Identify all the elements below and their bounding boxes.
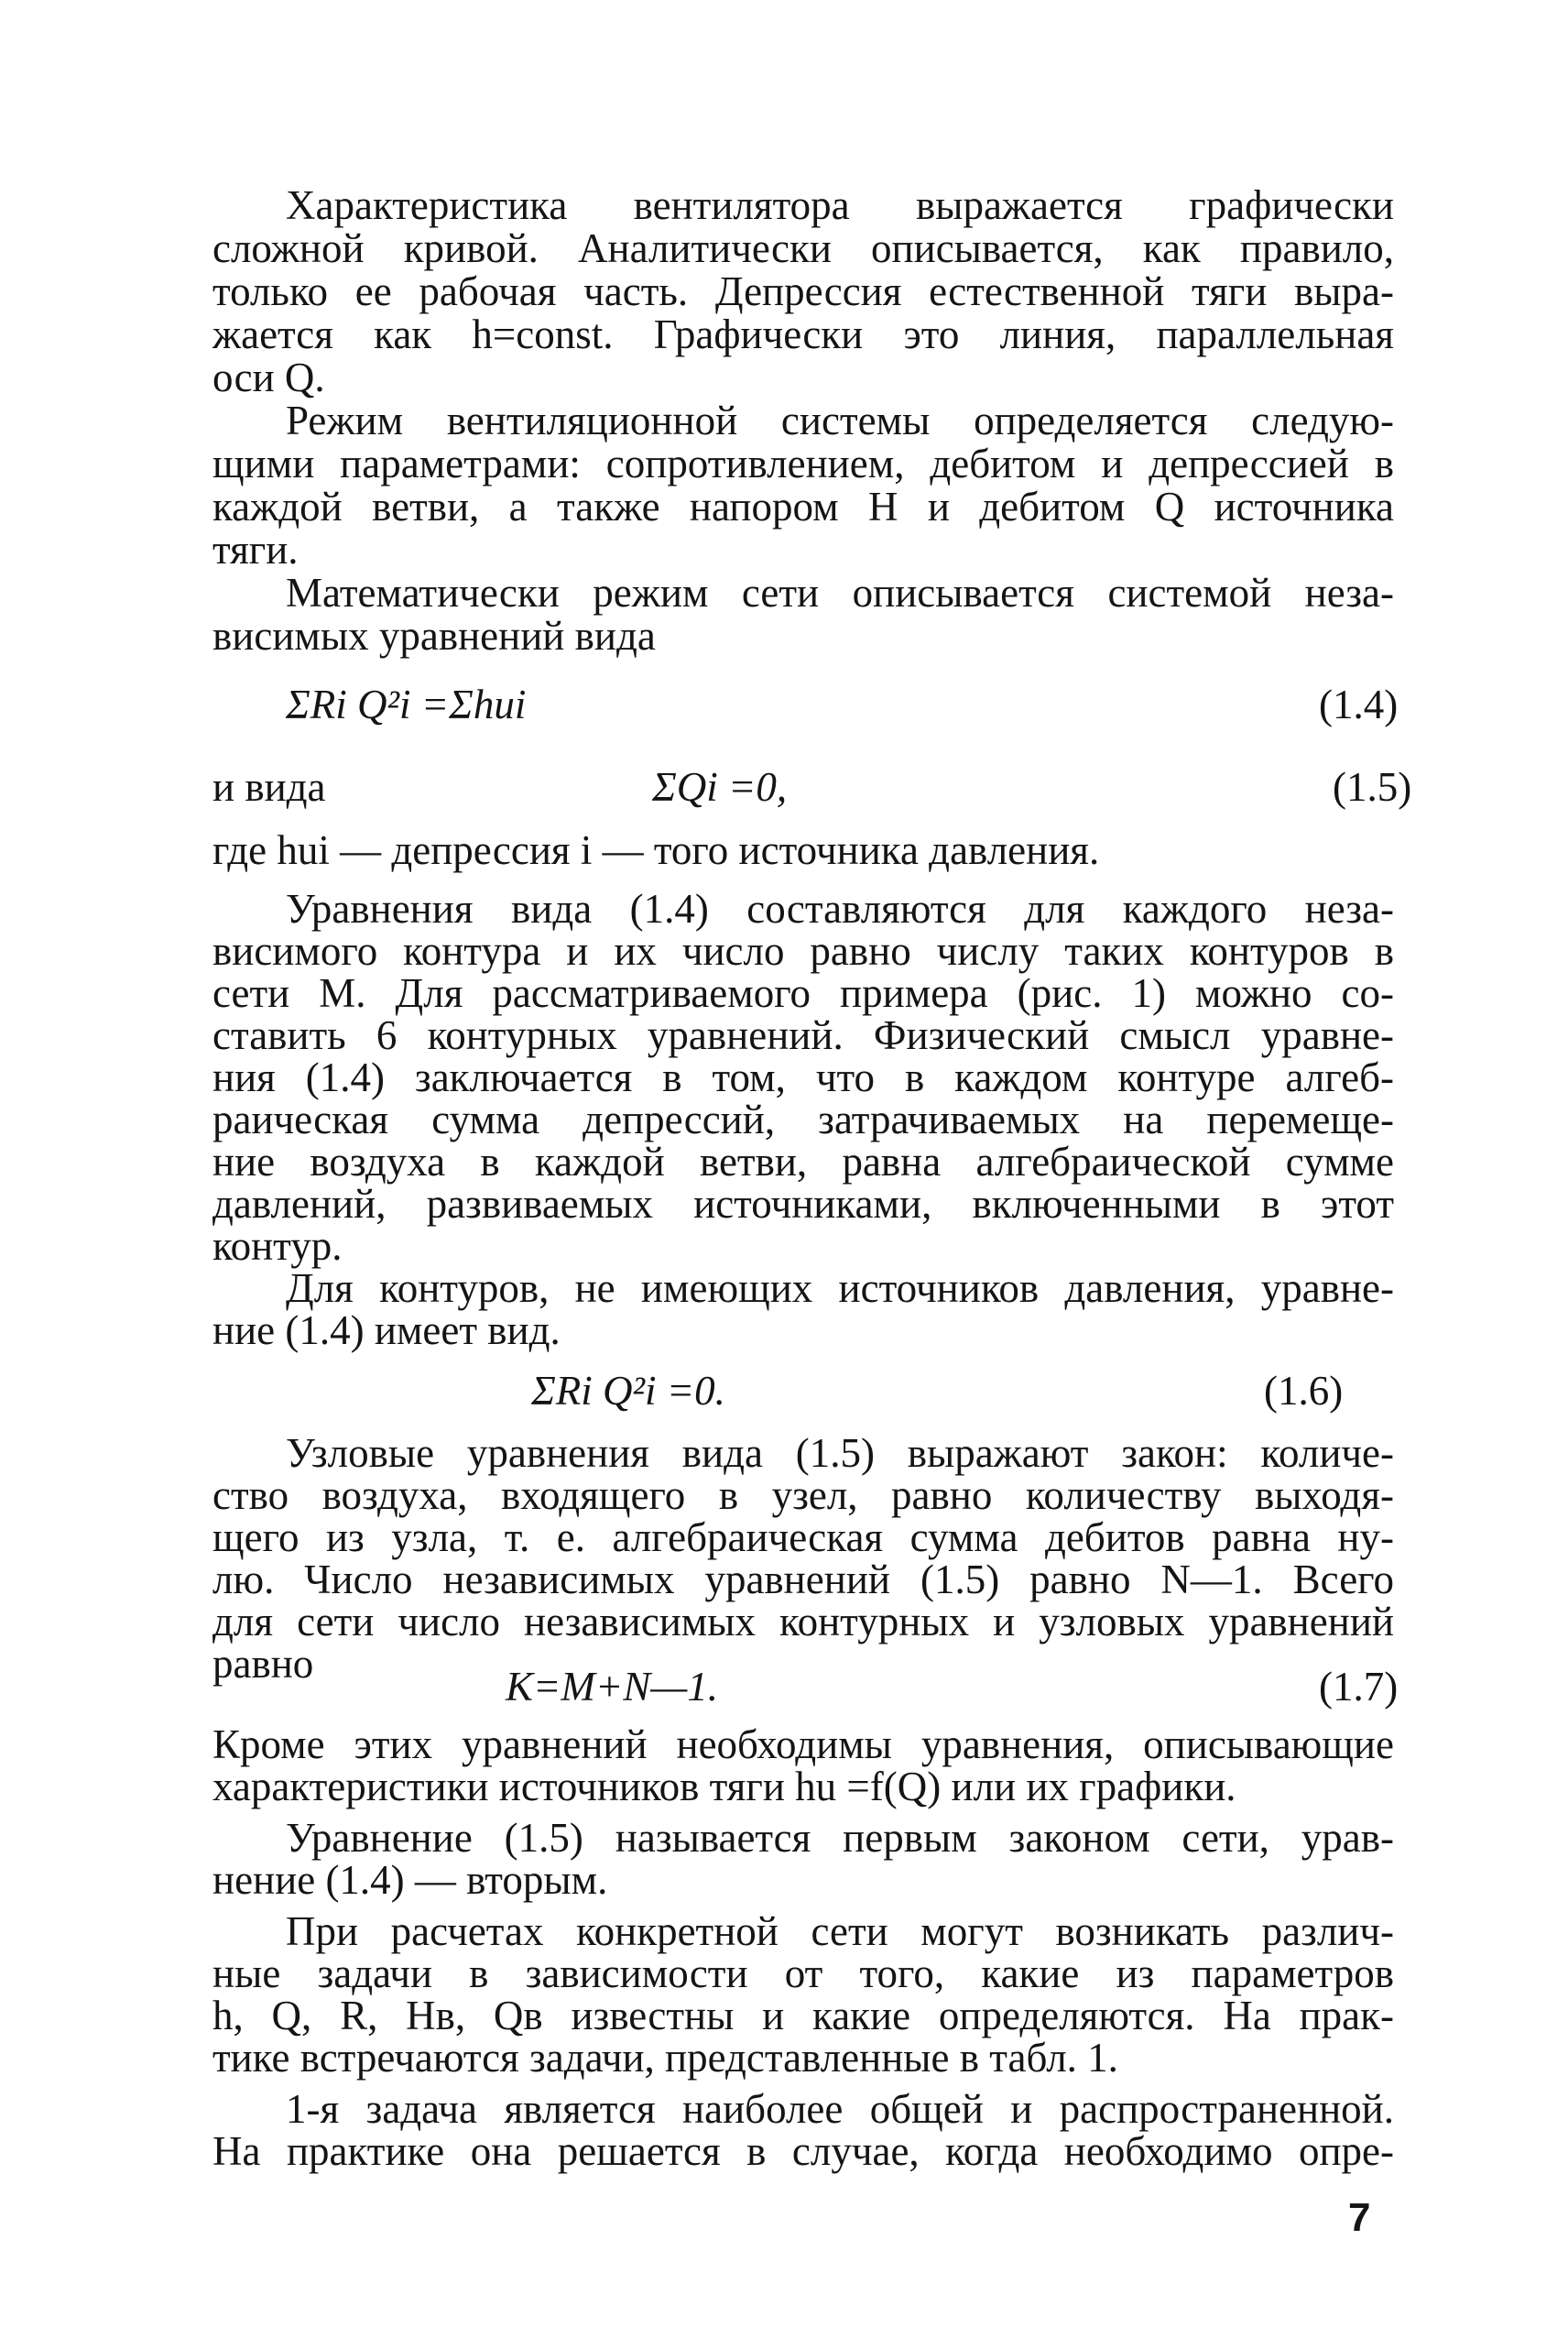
- text-line: раическая сумма депрессий, затрачиваемых на перемеще-: [212, 1097, 1394, 1142]
- text-line: только ее рабочая часть. Депрессия естественной тяги выра-: [212, 268, 1394, 314]
- text-line: висимого контура и их число равно числу таких контуров в: [212, 928, 1394, 974]
- text-line: контур.: [212, 1223, 343, 1269]
- text-line: Характеристика вентилятора выражается графически: [286, 182, 1394, 228]
- text-line: Режим вентиляционной системы определяется следую-: [286, 398, 1394, 443]
- text-line: равно: [212, 1641, 314, 1687]
- text-line: ние воздуха в каждой ветви, равна алгебраической сумме: [212, 1139, 1394, 1185]
- equation-1-4: ΣRi Q²i =Σhui: [286, 682, 527, 727]
- equation-1-6: ΣRi Q²i =0.: [531, 1368, 725, 1414]
- text-line: Математически режим сети описывается системой неза-: [286, 570, 1394, 616]
- equation-1-7: K=M+N—1.: [506, 1664, 719, 1710]
- text-line: тяги.: [212, 527, 299, 573]
- text-line: оси Q.: [212, 355, 325, 400]
- text-line: сложной кривой. Аналитически описывается, как правило,: [212, 225, 1394, 271]
- text-line: щими параметрами: сопротивлением, дебитом и депрессией в: [212, 441, 1394, 486]
- text-line: ные задачи в зависимости от того, какие из параметров: [212, 1950, 1394, 1996]
- text-line: ния (1.4) заключается в том, что в каждом контуре алгеб-: [212, 1054, 1394, 1100]
- text-line: Для контуров, не имеющих источников давления, уравне-: [286, 1265, 1394, 1311]
- text-line: висимых уравнений вида: [212, 613, 656, 659]
- equation-number: (1.5): [1333, 764, 1412, 810]
- text-line: На практике она решается в случае, когда необходимо опре-: [212, 2128, 1394, 2174]
- text-line: Уравнения вида (1.4) составляются для каждого неза-: [286, 886, 1394, 932]
- text-line: ние (1.4) имеет вид.: [212, 1307, 561, 1353]
- text-line: каждой ветви, а также напором H и дебитом Q источника: [212, 484, 1394, 530]
- text-line: сети M. Для рассматриваемого примера (рис. 1) можно со-: [212, 970, 1394, 1016]
- text-line: Уравнение (1.5) называется первым законом сети, урав-: [286, 1815, 1394, 1861]
- equation-label: и вида: [212, 764, 326, 810]
- equation-number: (1.7): [1319, 1664, 1399, 1710]
- text-line: При расчетах конкретной сети могут возникать различ-: [286, 1908, 1394, 1954]
- text-line: щего из узла, т. е. алгебраическая сумма дебитов равна ну-: [212, 1514, 1394, 1560]
- text-line: 1-я задача является наиболее общей и распространенной.: [286, 2086, 1394, 2132]
- text-line: ство воздуха, входящего в узел, равно количеству выходя-: [212, 1472, 1394, 1518]
- equation-number: (1.4): [1319, 682, 1399, 727]
- text-line: давлений, развиваемых источниками, включенными в этот: [212, 1181, 1394, 1227]
- text-line: ставить 6 контурных уравнений. Физический смысл уравне-: [212, 1012, 1394, 1058]
- text-line: нение (1.4) — вторым.: [212, 1857, 608, 1903]
- text-line: характеристики источников тяги hu =f(Q) или их графики.: [212, 1764, 1236, 1809]
- equation-1-5: ΣQi =0,: [652, 764, 788, 810]
- text-line: Узловые уравнения вида (1.5) выражают закон: количе-: [286, 1430, 1394, 1476]
- text-line: лю. Число независимых уравнений (1.5) равно N—1. Всего: [212, 1557, 1394, 1602]
- text-line: жается как h=const. Графически это линия, параллельная: [212, 311, 1394, 357]
- text-line: тике встречаются задачи, представленные в табл. 1.: [212, 2035, 1118, 2081]
- equation-number: (1.6): [1264, 1368, 1344, 1414]
- text-line: Кроме этих уравнений необходимы уравнения, описывающие: [212, 1721, 1394, 1767]
- text-line: h, Q, R, Hв, Qв известны и какие определяются. На прак-: [212, 1993, 1394, 2038]
- page-number: 7: [1348, 2195, 1371, 2240]
- text-line: где hui — депрессия i — того источника давления.: [212, 827, 1100, 873]
- text-line: для сети число независимых контурных и узловых уравнений: [212, 1599, 1394, 1644]
